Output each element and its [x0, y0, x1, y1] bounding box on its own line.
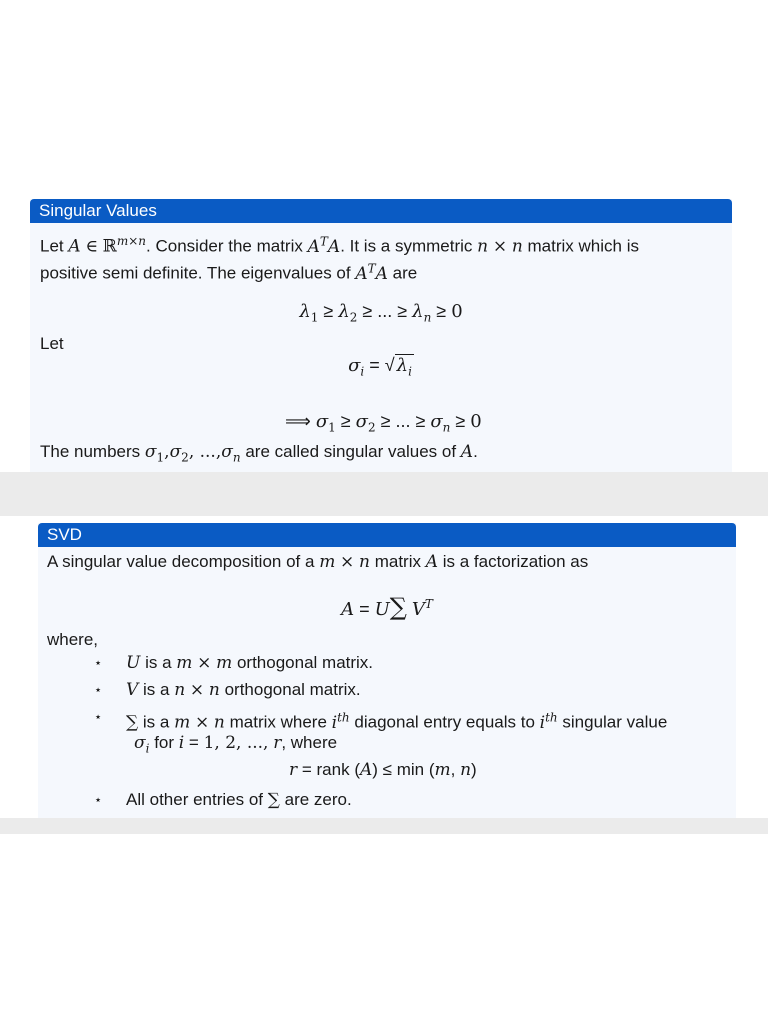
sigma-definition-equation: $\sigma_i$ = √ $\lambda_i$: [348, 355, 412, 379]
bullet-sigma-matrix: ∑ is a m × n matrix where $i^{th}$ diagonal entry equals to $i^{th}$ singular value: [126, 710, 668, 733]
intro-line-2: positive semi definite. The eigenvalues of $A^TA$ are: [40, 261, 418, 284]
slide-separator: [0, 472, 768, 516]
bullet-star-icon: ⋆: [94, 655, 103, 670]
rank-equation: r = rank (A) ≤ min (m, n): [289, 760, 477, 780]
let-label: Let: [40, 334, 64, 353]
bullet-sigma-line-2: $\sigma_i$ for i = 1, 2, ..., r, where: [134, 733, 338, 756]
eigenvalue-ordering-equation: $\lambda_1 \ge \lambda_2$ ≥ ... ≥ $\lambda_n \ge 0$: [299, 301, 463, 325]
where-label: where,: [47, 630, 99, 649]
bullet-star-icon: ⋆: [94, 709, 103, 724]
bottom-separator: [0, 818, 768, 834]
conclusion-line: The numbers $\sigma_1,\sigma_2$, $...,\sigma_n$ are called singular values of A.: [40, 442, 478, 465]
slide-singular-values: [30, 199, 732, 472]
svd-intro-line: A singular value decomposition of a m × n matrix A is a factorization as: [47, 552, 589, 572]
sigma-ordering-equation: ⟹ $\sigma_1 \ge \sigma_2$ ≥ ... ≥ $\sigma_n \ge 0$: [285, 411, 482, 435]
slide-svd: [38, 523, 736, 818]
svd-equation: A = U∑ $V^T$: [341, 593, 433, 621]
bullet-u-orthogonal: U is a m × m orthogonal matrix.: [126, 653, 374, 673]
bullet-v-orthogonal: V is a n × n orthogonal matrix.: [126, 680, 361, 700]
block-title-svd: SVD: [38, 523, 736, 547]
block-title-singular-values: Singular Values: [30, 199, 732, 223]
bullet-star-icon: ⋆: [94, 682, 103, 697]
intro-line-1: Let A ∈ ℝ$^{m\times n}$. Consider the matrix $A^TA$. It is a symmetric n × n matrix which is: [40, 234, 639, 257]
bullet-star-icon: ⋆: [94, 792, 103, 807]
bullet-other-entries-zero: All other entries of ∑ are zero.: [126, 790, 352, 810]
